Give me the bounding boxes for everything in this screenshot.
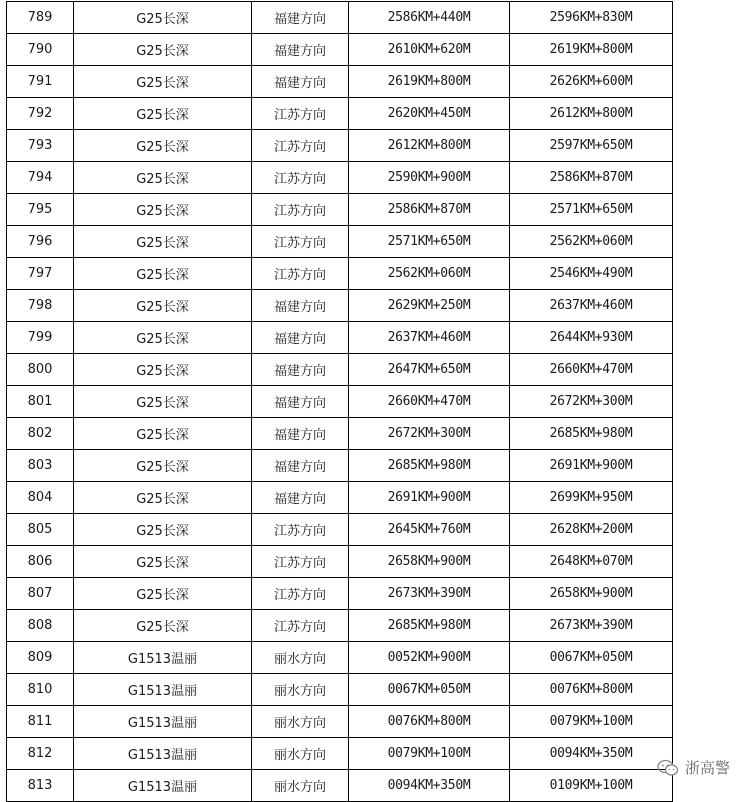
cell-number: 798 [7,290,74,322]
cell-end-stake: 2644KM+930M [510,322,673,354]
table-row [7,258,673,290]
cell-direction: 江苏方向 [252,194,349,226]
table-row [7,386,673,418]
cell-start-stake: 2619KM+800M [349,66,510,98]
cell-road: G25长深 [74,162,252,194]
cell-start-stake: 0052KM+900M [349,642,510,674]
cell-end-stake: 2546KM+490M [510,258,673,290]
table-row [7,418,673,450]
cell-direction: 福建方向 [252,290,349,322]
cell-number: 810 [7,674,74,706]
cell-direction: 福建方向 [252,2,349,34]
table-row [7,642,673,674]
cell-end-stake: 0079KM+100M [510,706,673,738]
cell-number: 809 [7,642,74,674]
cell-start-stake: 2590KM+900M [349,162,510,194]
cell-number: 808 [7,610,74,642]
cell-direction: 丽水方向 [252,642,349,674]
cell-number: 803 [7,450,74,482]
cell-start-stake: 0067KM+050M [349,674,510,706]
cell-end-stake: 2637KM+460M [510,290,673,322]
cell-direction: 江苏方向 [252,130,349,162]
table-row [7,98,673,130]
cell-direction: 丽水方向 [252,738,349,770]
cell-start-stake: 2691KM+900M [349,482,510,514]
cell-start-stake: 2645KM+760M [349,514,510,546]
cell-start-stake: 2685KM+980M [349,450,510,482]
cell-direction: 江苏方向 [252,546,349,578]
cell-end-stake: 2691KM+900M [510,450,673,482]
cell-road: G25长深 [74,514,252,546]
cell-direction: 福建方向 [252,450,349,482]
cell-road: G1513温丽 [74,674,252,706]
cell-start-stake: 2612KM+800M [349,130,510,162]
cell-road: G25长深 [74,354,252,386]
cell-number: 806 [7,546,74,578]
table-row [7,482,673,514]
table-row [7,610,673,642]
cell-number: 791 [7,66,74,98]
cell-road: G25长深 [74,2,252,34]
cell-number: 812 [7,738,74,770]
cell-direction: 江苏方向 [252,162,349,194]
cell-direction: 福建方向 [252,66,349,98]
cell-direction: 江苏方向 [252,226,349,258]
cell-direction: 丽水方向 [252,674,349,706]
table-body [7,2,673,802]
cell-end-stake: 2612KM+800M [510,98,673,130]
cell-end-stake: 2685KM+980M [510,418,673,450]
cell-direction: 丽水方向 [252,770,349,802]
cell-number: 790 [7,34,74,66]
cell-number: 789 [7,2,74,34]
cell-road: G25长深 [74,578,252,610]
table-row [7,162,673,194]
table-row [7,226,673,258]
cell-start-stake: 2685KM+980M [349,610,510,642]
table-row [7,354,673,386]
cell-number: 807 [7,578,74,610]
cell-end-stake: 2699KM+950M [510,482,673,514]
cell-number: 793 [7,130,74,162]
cell-number: 795 [7,194,74,226]
table-row [7,322,673,354]
cell-road: G1513温丽 [74,738,252,770]
cell-road: G25长深 [74,482,252,514]
cell-road: G25长深 [74,322,252,354]
cell-number: 797 [7,258,74,290]
cell-road: G25长深 [74,34,252,66]
table-row [7,738,673,770]
cell-end-stake: 2672KM+300M [510,386,673,418]
cell-start-stake: 2610KM+620M [349,34,510,66]
cell-direction: 丽水方向 [252,706,349,738]
cell-end-stake: 2626KM+600M [510,66,673,98]
cell-road: G25长深 [74,450,252,482]
cell-start-stake: 2620KM+450M [349,98,510,130]
table-row [7,2,673,34]
table-row [7,194,673,226]
cell-road: G25长深 [74,418,252,450]
cell-road: G1513温丽 [74,770,252,802]
cell-road: G25长深 [74,610,252,642]
cell-start-stake: 0079KM+100M [349,738,510,770]
cell-road: G25长深 [74,290,252,322]
watermark-text: 浙高警 [684,759,730,777]
cell-road: G1513温丽 [74,642,252,674]
cell-start-stake: 2571KM+650M [349,226,510,258]
cell-end-stake: 2619KM+800M [510,34,673,66]
cell-road: G25长深 [74,194,252,226]
cell-start-stake: 2637KM+460M [349,322,510,354]
cell-number: 802 [7,418,74,450]
cell-number: 794 [7,162,74,194]
cell-number: 801 [7,386,74,418]
cell-direction: 福建方向 [252,34,349,66]
cell-end-stake: 0109KM+100M [510,770,673,802]
table-row [7,450,673,482]
cell-end-stake: 0067KM+050M [510,642,673,674]
cell-direction: 福建方向 [252,386,349,418]
cell-direction: 福建方向 [252,482,349,514]
cell-end-stake: 2571KM+650M [510,194,673,226]
cell-start-stake: 2586KM+870M [349,194,510,226]
road-segment-table [6,1,673,802]
table-row [7,546,673,578]
table-row [7,514,673,546]
cell-start-stake: 2562KM+060M [349,258,510,290]
cell-road: G1513温丽 [74,706,252,738]
cell-start-stake: 2629KM+250M [349,290,510,322]
cell-direction: 江苏方向 [252,514,349,546]
cell-number: 792 [7,98,74,130]
table-row [7,66,673,98]
cell-direction: 福建方向 [252,354,349,386]
cell-road: G25长深 [74,226,252,258]
wechat-icon [657,759,679,777]
cell-direction: 福建方向 [252,322,349,354]
cell-direction: 江苏方向 [252,98,349,130]
cell-end-stake: 2673KM+390M [510,610,673,642]
cell-start-stake: 2586KM+440M [349,2,510,34]
table-row [7,130,673,162]
cell-end-stake: 2586KM+870M [510,162,673,194]
cell-start-stake: 2660KM+470M [349,386,510,418]
table-row [7,674,673,706]
cell-direction: 江苏方向 [252,610,349,642]
cell-start-stake: 0094KM+350M [349,770,510,802]
table-row [7,34,673,66]
cell-direction: 福建方向 [252,418,349,450]
cell-end-stake: 0076KM+800M [510,674,673,706]
cell-start-stake: 2658KM+900M [349,546,510,578]
watermark [657,757,730,778]
cell-number: 796 [7,226,74,258]
cell-number: 800 [7,354,74,386]
table-row [7,770,673,802]
cell-end-stake: 2596KM+830M [510,2,673,34]
cell-number: 799 [7,322,74,354]
cell-start-stake: 2672KM+300M [349,418,510,450]
cell-end-stake: 2562KM+060M [510,226,673,258]
cell-road: G25长深 [74,386,252,418]
cell-road: G25长深 [74,66,252,98]
cell-end-stake: 2658KM+900M [510,578,673,610]
cell-number: 804 [7,482,74,514]
table-row [7,578,673,610]
cell-end-stake: 2660KM+470M [510,354,673,386]
cell-direction: 江苏方向 [252,258,349,290]
cell-road: G25长深 [74,130,252,162]
cell-end-stake: 2597KM+650M [510,130,673,162]
cell-number: 805 [7,514,74,546]
table-row [7,290,673,322]
cell-road: G25长深 [74,258,252,290]
cell-direction: 江苏方向 [252,578,349,610]
table-row [7,706,673,738]
cell-end-stake: 2648KM+070M [510,546,673,578]
cell-end-stake: 2628KM+200M [510,514,673,546]
cell-start-stake: 2673KM+390M [349,578,510,610]
cell-road: G25长深 [74,546,252,578]
cell-start-stake: 2647KM+650M [349,354,510,386]
cell-number: 811 [7,706,74,738]
cell-end-stake: 0094KM+350M [510,738,673,770]
cell-road: G25长深 [74,98,252,130]
cell-start-stake: 0076KM+800M [349,706,510,738]
cell-number: 813 [7,770,74,802]
